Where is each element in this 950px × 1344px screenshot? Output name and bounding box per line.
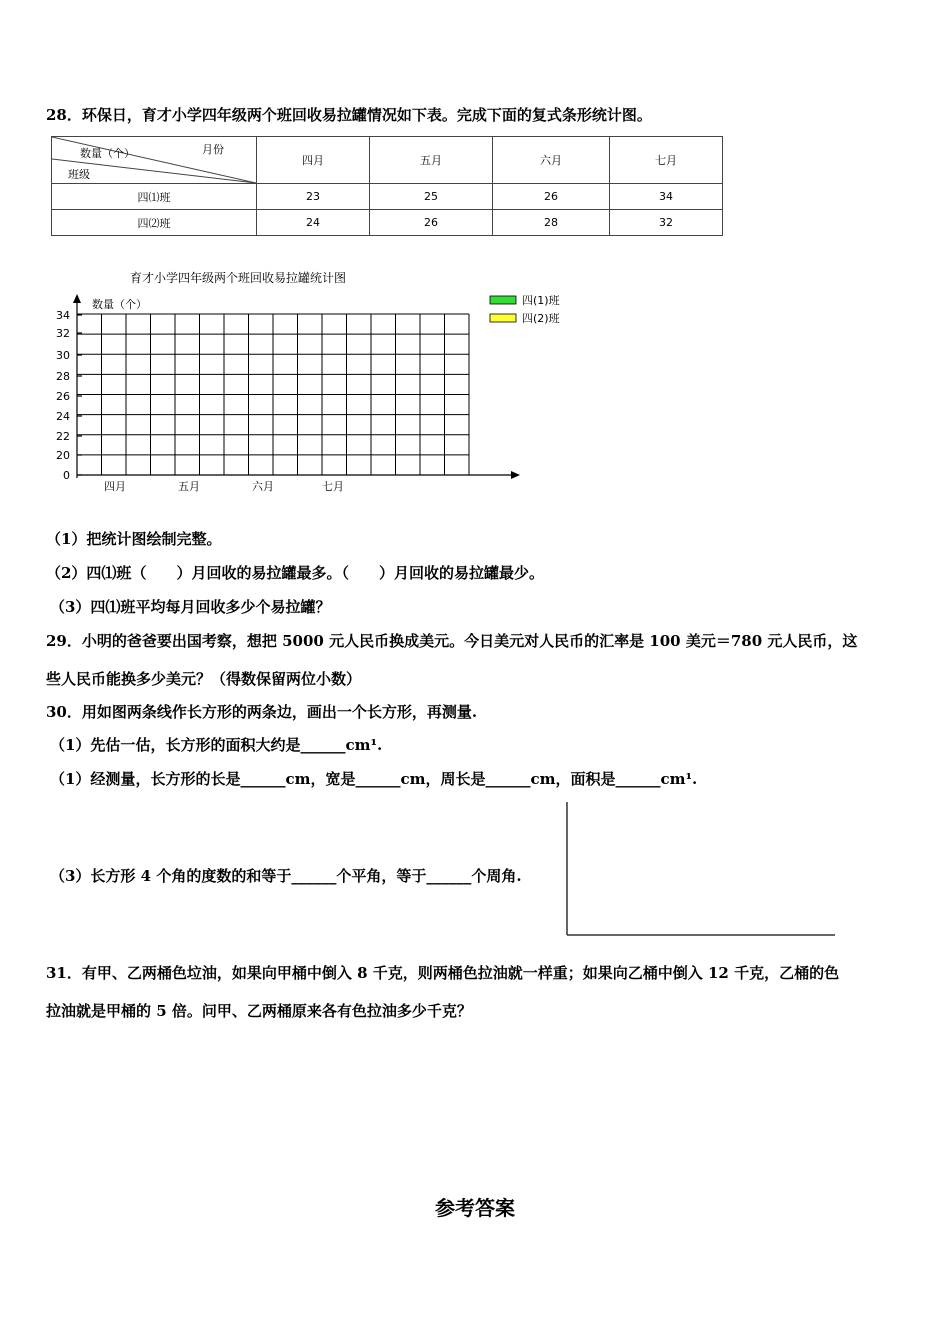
chart-title: 育才小学四年级两个班回收易拉罐统计图: [130, 271, 347, 285]
row-label: 四⑵班: [52, 210, 257, 236]
table-cell: 26: [493, 184, 610, 210]
legend-label: 四(2)班: [522, 312, 560, 325]
chart-legend: [490, 293, 560, 325]
q28-intro: 28．环保日，育才小学四年级两个班回收易拉罐情况如下表。完成下面的复式条形统计图。: [46, 106, 652, 124]
row-label: 四⑴班: [52, 184, 257, 210]
corner-bottom-label: 班级: [68, 168, 90, 181]
y-tick-label: 30: [56, 349, 70, 362]
y-tick-label: 20: [56, 449, 70, 462]
table-row: [52, 210, 723, 236]
chart-grid: [77, 314, 469, 475]
table-cell: 23: [257, 184, 370, 210]
table-cell: 24: [257, 210, 370, 236]
y-tick-label: 32: [56, 327, 70, 340]
y-tick-label: 22: [56, 430, 70, 443]
x-tick-label: 七月: [322, 480, 344, 493]
legend-swatch: [490, 296, 516, 304]
y-tick-label: 0: [63, 469, 70, 482]
table-corner-cell: [52, 137, 257, 184]
q31-line1: 31．有甲、乙两桶色垃油，如果向甲桶中倒入 8 千克，则两桶色拉油就一样重；如果向乙桶中倒入 12 千克，乙桶的色: [46, 964, 840, 982]
y-tick-label: 34: [56, 309, 70, 322]
x-tick-label: 四月: [104, 480, 126, 493]
q29-line1: 29．小明的爸爸要出国考察，想把 5000 元人民币换成美元。今日美元对人民币的汇率是 100 美元＝780 元人民币，这: [46, 632, 858, 650]
legend-label: 四(1)班: [522, 294, 560, 307]
month-header: 六月: [493, 137, 610, 184]
x-axis-arrow-icon: [511, 471, 520, 479]
table-cell: 25: [370, 184, 493, 210]
q28-sub1: （1）把统计图绘制完整。: [46, 530, 222, 548]
y-axis-arrow-icon: [73, 294, 81, 303]
q30-sub3: （3）长方形 4 个角的度数的和等于______个平角，等于______个周角.: [50, 867, 522, 885]
x-tick-label: 六月: [252, 480, 274, 493]
q30-sub1: （1）先估一估，长方形的面积大约是______cm¹.: [50, 736, 383, 754]
q30-sub2: （1）经测量，长方形的长是______cm，宽是______cm，周长是______cm，面积是______cm¹.: [50, 770, 698, 788]
table-cell: 32: [610, 210, 723, 236]
table-cell: 26: [370, 210, 493, 236]
answer-title: 参考答案: [435, 1196, 515, 1220]
right-angle-figure: [560, 800, 840, 940]
chart-y-ticks: [56, 309, 82, 482]
q28-sub3: （3）四⑴班平均每月回收多少个易拉罐？: [50, 598, 331, 616]
month-header: 五月: [370, 137, 493, 184]
data-table: [51, 136, 723, 236]
table-cell: 28: [493, 210, 610, 236]
table-row: [52, 184, 723, 210]
corner-mid-label: 数量（个）: [80, 147, 135, 160]
legend-swatch: [490, 314, 516, 322]
q30-intro: 30．用如图两条线作长方形的两条边，画出一个长方形，再测量.: [46, 703, 478, 721]
q28-sub2: （2）四⑴班（ ）月回收的易拉罐最多。（ ）月回收的易拉罐最少。: [46, 564, 544, 582]
y-tick-label: 24: [56, 410, 70, 423]
month-header: 四月: [257, 137, 370, 184]
q31-line2: 拉油就是甲桶的 5 倍。问甲、乙两桶原来各有色拉油多少千克？: [46, 1002, 472, 1020]
month-header: 七月: [610, 137, 723, 184]
bar-chart: [40, 266, 640, 496]
chart-ylabel: 数量（个）: [92, 298, 147, 311]
y-tick-label: 28: [56, 370, 70, 383]
table-cell: 34: [610, 184, 723, 210]
q29-line2: 些人民币能换多少美元？（得数保留两位小数）: [46, 670, 362, 688]
x-tick-label: 五月: [178, 480, 200, 493]
chart-x-ticks: [104, 479, 344, 493]
y-tick-label: 26: [56, 390, 70, 403]
corner-top-label: 月份: [202, 143, 224, 156]
